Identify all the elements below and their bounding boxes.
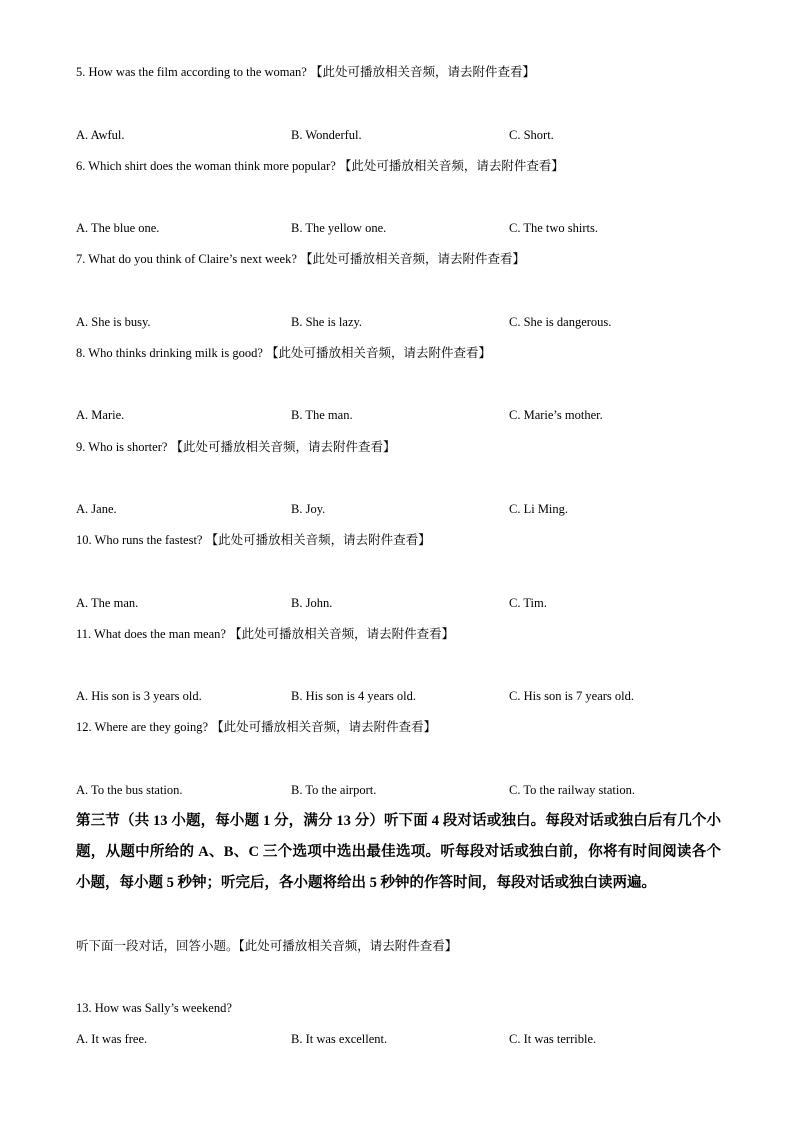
option-13-b: B. It was excellent.: [291, 1032, 388, 1046]
option-10-a: A. The man.: [76, 596, 139, 610]
option-7-b: B. She is lazy.: [291, 315, 363, 329]
option-9-a: A. Jane.: [76, 502, 117, 516]
options-5: [76, 127, 726, 143]
options-7: [76, 314, 726, 330]
section-3-heading: 第三节（共 13 小题，每小题 1 分，满分 13 分）听下面 4 段对话或独白。每段对话或独白后有几个小题，从题中所给的 A、B、C 三个选项中选出最佳选项。听每段对话或独白前，你将有时间阅读各个小题，每小题 5 秒钟；听完后，各小题将给出 5 秒钟的作答时间，每段对话或独白读两遍。: [76, 813, 721, 891]
question-10: 10. Who runs the fastest? 【此处可播放相关音频，请去附件查看】: [76, 533, 431, 547]
question-9: 9. Who is shorter? 【此处可播放相关音频，请去附件查看】: [76, 440, 396, 454]
question-12: 12. Where are they going? 【此处可播放相关音频，请去附件查看】: [76, 720, 437, 734]
option-9-b: B. Joy.: [291, 502, 326, 516]
option-12-c: C. To the railway station.: [509, 783, 635, 797]
option-7-c: C. She is dangerous.: [509, 315, 612, 329]
option-5-c: C. Short.: [509, 128, 554, 142]
question-13: 13. How was Sally’s weekend?: [76, 1001, 232, 1015]
option-8-c: C. Marie’s mother.: [509, 408, 603, 422]
option-7-a: A. She is busy.: [76, 315, 151, 329]
option-11-c: C. His son is 7 years old.: [509, 689, 634, 703]
option-6-a: A. The blue one.: [76, 221, 160, 235]
option-5-b: B. Wonderful.: [291, 128, 362, 142]
options-8: [76, 407, 726, 423]
options-12: [76, 782, 726, 798]
question-5: 5. How was the film according to the woman? 【此处可播放相关音频，请去附件查看】: [76, 65, 535, 79]
options-11: [76, 688, 726, 704]
option-8-b: B. The man.: [291, 408, 353, 422]
options-10: [76, 595, 726, 611]
question-8: 8. Who thinks drinking milk is good? 【此处可播放相关音频，请去附件查看】: [76, 346, 492, 360]
option-10-b: B. John.: [291, 596, 333, 610]
options-13: [76, 1031, 726, 1047]
options-6: [76, 220, 726, 236]
question-11: 11. What does the man mean? 【此处可播放相关音频，请去附件查看】: [76, 627, 455, 641]
option-8-a: A. Marie.: [76, 408, 125, 422]
option-12-b: B. To the airport.: [291, 783, 377, 797]
option-11-a: A. His son is 3 years old.: [76, 689, 202, 703]
option-13-a: A. It was free.: [76, 1032, 148, 1046]
options-9: [76, 501, 726, 517]
option-6-c: C. The two shirts.: [509, 221, 599, 235]
section-3-instruction: 听下面一段对话，回答小题。【此处可播放相关音频，请去附件查看】: [76, 939, 458, 953]
option-12-a: A. To the bus station.: [76, 783, 183, 797]
option-9-c: C. Li Ming.: [509, 502, 569, 516]
question-7: 7. What do you think of Claire’s next week? 【此处可播放相关音频，请去附件查看】: [76, 252, 526, 266]
option-5-a: A. Awful.: [76, 128, 125, 142]
option-6-b: B. The yellow one.: [291, 221, 387, 235]
option-13-c: C. It was terrible.: [509, 1032, 597, 1046]
question-6: 6. Which shirt does the woman think more popular? 【此处可播放相关音频，请去附件查看】: [76, 159, 564, 173]
option-11-b: B. His son is 4 years old.: [291, 689, 416, 703]
option-10-c: C. Tim.: [509, 596, 547, 610]
